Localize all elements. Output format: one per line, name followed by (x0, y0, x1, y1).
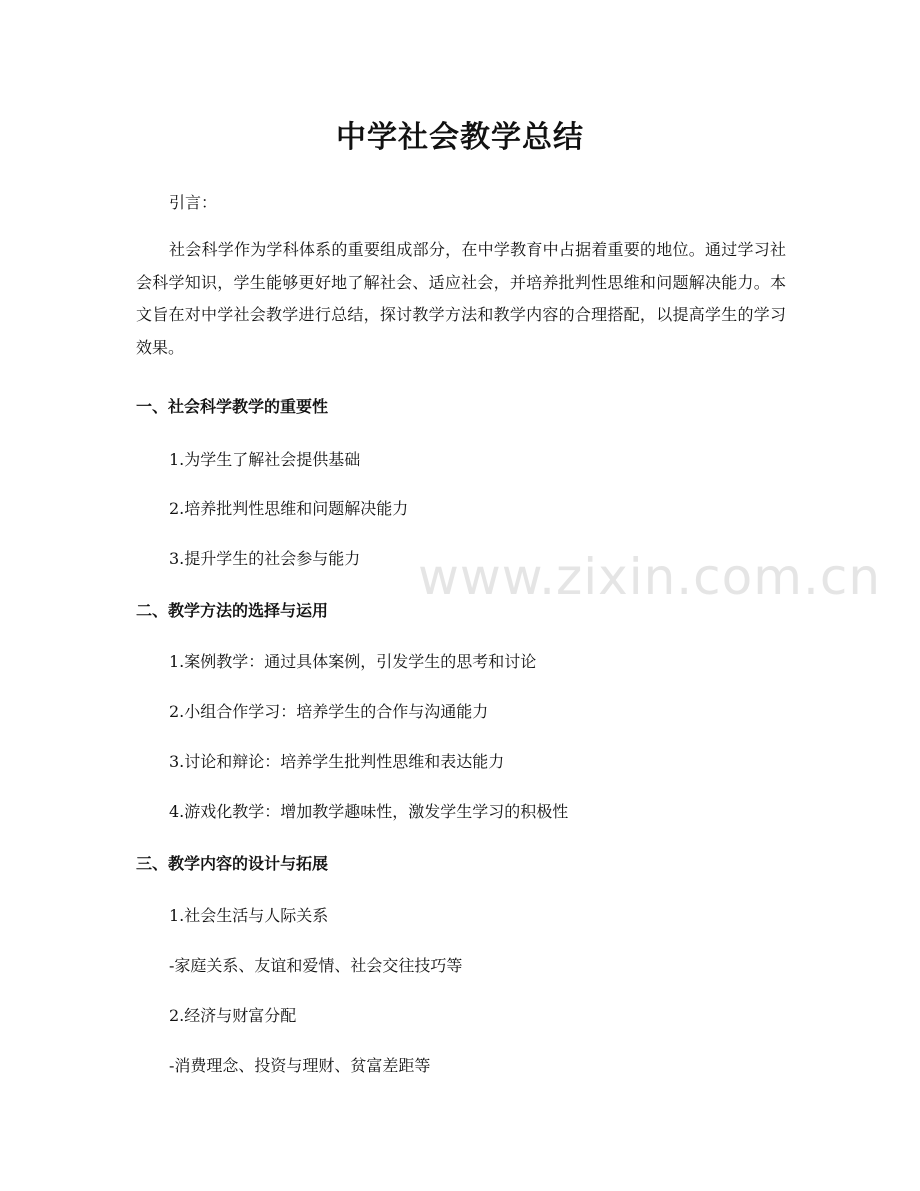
section-2-item-4: 4.游戏化教学：增加教学趣味性，激发学生学习的积极性 (169, 802, 569, 821)
section-2-item-3: 3.讨论和辩论：培养学生批判性思维和表达能力 (169, 752, 505, 771)
section-1-item-1: 1.为学生了解社会提供基础 (169, 450, 361, 469)
section-2-item-2: 2.小组合作学习：培养学生的合作与沟通能力 (169, 702, 489, 721)
watermark: www.zixin.com.cn (418, 548, 882, 606)
section-1-item-2: 2.培养批判性思维和问题解决能力 (169, 499, 409, 518)
intro-paragraph: 社会科学作为学科体系的重要组成部分，在中学教育中占据着重要的地位。通过学习社会科学知识，学生能够更好地了解社会、适应社会，并培养批判性思维和问题解决能力。本文旨在对中学社会教学进行总结，探讨教学方法和教学内容的合理搭配，以提高学生的学习效果。 (136, 240, 786, 357)
section-1-item-3: 3.提升学生的社会参与能力 (169, 549, 361, 568)
page-title: 中学社会教学总结 (336, 120, 584, 155)
section-heading-1: 一、社会科学教学的重要性 (136, 397, 329, 416)
section-2-item-1: 1.案例教学：通过具体案例，引发学生的思考和讨论 (169, 652, 537, 671)
section-3-subitem-2: -消费理念、投资与理财、贫富差距等 (169, 1056, 431, 1075)
section-3-item-2: 2.经济与财富分配 (169, 1006, 297, 1025)
section-heading-2: 二、教学方法的选择与运用 (136, 601, 329, 620)
section-3-item-1: 1.社会生活与人际关系 (169, 906, 329, 925)
section-3-subitem-1: -家庭关系、友谊和爱情、社会交往技巧等 (169, 956, 463, 975)
intro-label: 引言： (169, 193, 218, 212)
section-heading-3: 三、教学内容的设计与拓展 (136, 854, 329, 873)
